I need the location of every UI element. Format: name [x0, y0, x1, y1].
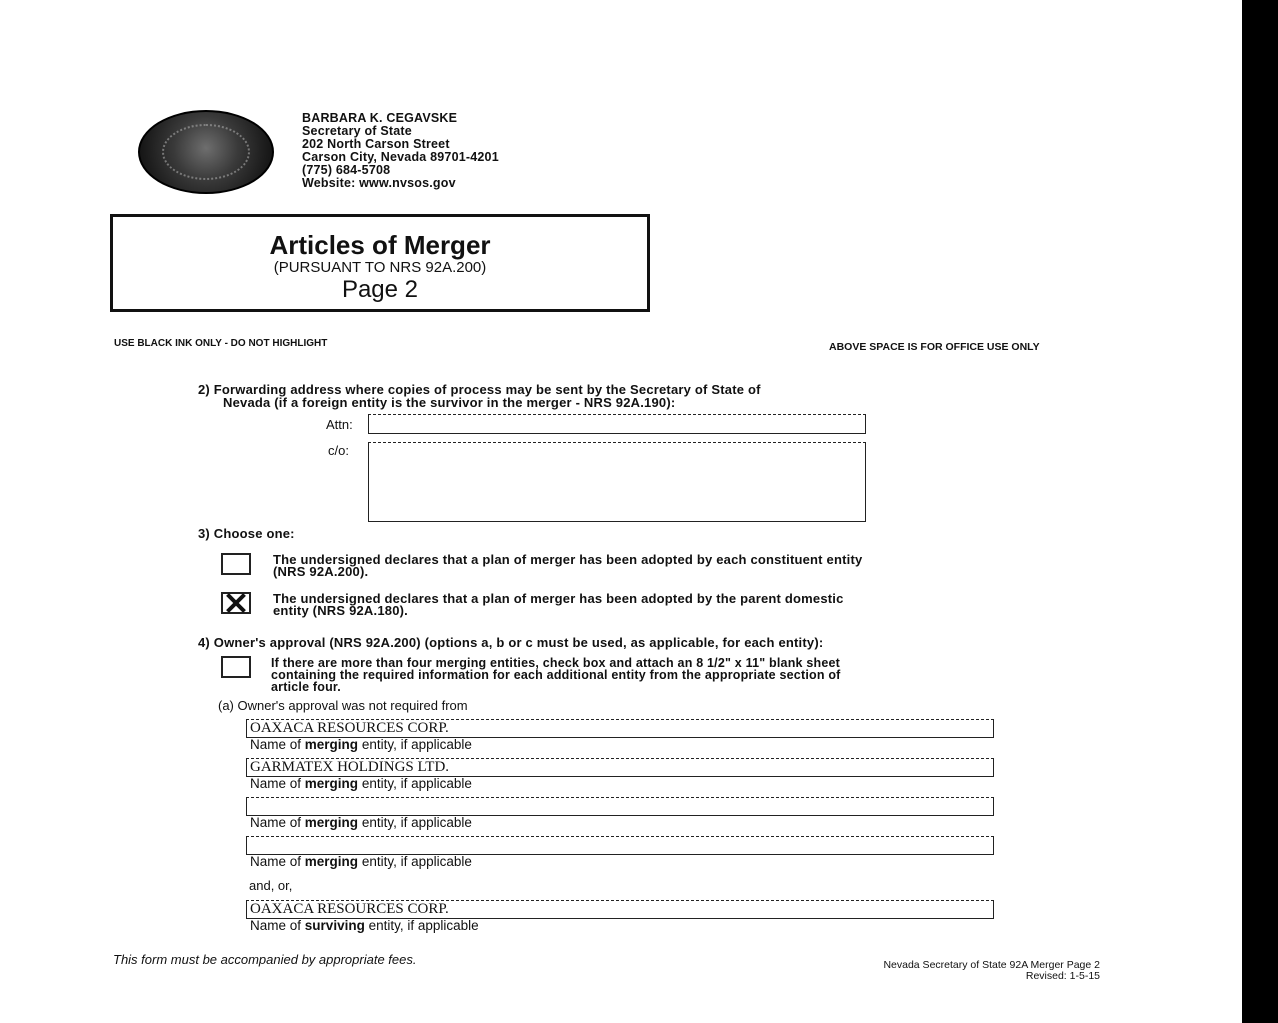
- extra-entities-checkbox[interactable]: [221, 656, 251, 678]
- surviving-entity-field[interactable]: OAXACA RESOURCES CORP.: [246, 900, 994, 919]
- city-address: Carson City, Nevada 89701-4201: [302, 150, 499, 164]
- extra-entities-line3: article four.: [271, 680, 341, 694]
- merging-entity-caption: Name of merging entity, if applicable: [250, 776, 472, 791]
- section2-heading-line1: 2) Forwarding address where copies of process may be sent by the Secretary of State of: [198, 382, 761, 397]
- website: Website: www.nvsos.gov: [302, 176, 456, 190]
- attn-label: Attn:: [326, 417, 353, 432]
- option1-line2: (NRS 92A.200).: [273, 564, 369, 579]
- option2-line1: The undersigned declares that a plan of merger has been adopted by the parent domestic: [273, 591, 844, 606]
- form-footer: [760, 960, 1100, 982]
- merging-entity-field[interactable]: OAXACA RESOURCES CORP.: [246, 719, 994, 738]
- form-subtitle: (PURSUANT TO NRS 92A.200): [273, 259, 487, 276]
- merging-entity-field[interactable]: GARMATEX HOLDINGS LTD.: [246, 758, 994, 777]
- merging-entity-caption: Name of merging entity, if applicable: [250, 815, 472, 830]
- state-seal-icon: [138, 110, 274, 194]
- fees-note: This form must be accompanied by appropriate fees.: [113, 952, 417, 967]
- section3-heading: 3) Choose one:: [198, 526, 295, 541]
- merging-entity-caption: Name of merging entity, if applicable: [250, 854, 472, 869]
- and-or-label: and, or,: [249, 878, 293, 893]
- office-use-note: ABOVE SPACE IS FOR OFFICE USE ONLY: [829, 341, 1040, 353]
- scan-edge-bar: [1242, 0, 1278, 1023]
- revision-date: Revised: 1-5-15: [1025, 970, 1100, 982]
- extra-entities-line2: containing the required information for each additional entity from the appropriate section of: [271, 668, 841, 682]
- section4-heading: 4) Owner's approval (NRS 92A.200) (options a, b or c must be used, as applicable, for each entity):: [198, 635, 824, 650]
- form-name: Nevada Secretary of State 92A Merger Page 2: [883, 959, 1100, 971]
- official-name: BARBARA K. CEGAVSKE: [302, 111, 458, 125]
- merging-entity-caption: Name of merging entity, if applicable: [250, 737, 472, 752]
- merging-entity-field[interactable]: [246, 797, 994, 816]
- co-field[interactable]: [368, 442, 866, 522]
- option2-line2: entity (NRS 92A.180).: [273, 603, 408, 618]
- surviving-entity-caption: Name of surviving entity, if applicable: [250, 918, 479, 933]
- form-title: Articles of Merger: [269, 230, 491, 260]
- option2-checkbox[interactable]: [221, 592, 251, 614]
- owner-approval-a-label: (a) Owner's approval was not required from: [218, 698, 468, 713]
- office-address-block: [302, 112, 499, 190]
- merging-entity-field[interactable]: [246, 836, 994, 855]
- phone-number: (775) 684-5708: [302, 163, 391, 177]
- street-address: 202 North Carson Street: [302, 137, 450, 151]
- ink-instruction: USE BLACK INK ONLY - DO NOT HIGHLIGHT: [114, 338, 328, 349]
- extra-entities-line1: If there are more than four merging entities, check box and attach an 8 1/2" x 11" blank sheet: [271, 656, 841, 670]
- co-label: c/o:: [328, 443, 349, 458]
- form-title-box: [110, 214, 650, 312]
- page-label: Page 2: [341, 276, 419, 303]
- office-title: Secretary of State: [302, 124, 412, 138]
- attn-field[interactable]: [368, 414, 866, 434]
- option1-line1: The undersigned declares that a plan of merger has been adopted by each constituent entity: [273, 552, 863, 567]
- section2-heading-line2: Nevada (if a foreign entity is the survivor in the merger - NRS 92A.190):: [223, 395, 676, 410]
- option1-checkbox[interactable]: [221, 553, 251, 575]
